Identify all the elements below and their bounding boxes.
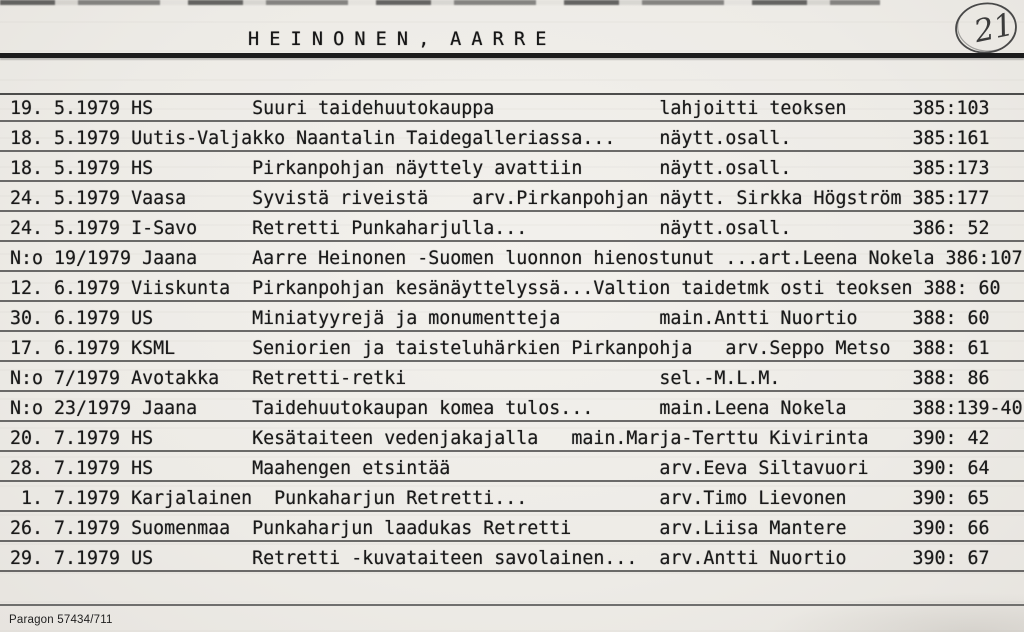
scan-corner-shadow: [764, 592, 1024, 632]
row-divider: [0, 300, 1024, 302]
row-divider: [0, 540, 1024, 542]
row-divider: [0, 360, 1024, 362]
top-divider: [0, 93, 1024, 95]
row-divider: [0, 150, 1024, 152]
table-row: 30. 6.1979 US Miniatyyrejä ja monumentteja main.Antti Nuortio 388: 60: [10, 308, 990, 329]
row-divider: [0, 420, 1024, 422]
row-divider: [0, 180, 1024, 182]
row-divider: [0, 270, 1024, 272]
row-divider: [0, 120, 1024, 122]
row-divider: [0, 480, 1024, 482]
table-row: 29. 7.1979 US Retretti -kuvataiteen savolainen... arv.Antti Nuortio 390: 67: [10, 548, 990, 569]
table-row: 26. 7.1979 Suomenmaa Punkaharjun laadukas Retretti arv.Liisa Mantere 390: 66: [10, 518, 990, 539]
scan-edge-artifact: [0, 0, 880, 5]
table-row: 24. 5.1979 I-Savo Retretti Punkaharjulla... näytt.osall. 386: 52: [10, 218, 990, 239]
table-row: 17. 6.1979 KSML Seniorien ja taisteluhärkien Pirkanpohja arv.Seppo Metso 388: 61: [10, 338, 990, 359]
row-divider: [0, 510, 1024, 512]
table-row: 24. 5.1979 Vaasa Syvistä riveistä arv.Pirkanpohjan näytt. Sirkka Högström 385:177: [10, 188, 990, 209]
row-divider: [0, 390, 1024, 392]
table-row: N:o 23/1979 Jaana Taidehuutokaupan komea tulos... main.Leena Nokela 388:139-40: [10, 398, 1023, 419]
page-number: 21: [970, 6, 1018, 51]
table-row: 19. 5.1979 HS Suuri taidehuutokauppa lahjoitti teoksen 385:103: [10, 98, 990, 119]
table-row: 28. 7.1979 HS Maahengen etsintää arv.Eeva Siltavuori 390: 64: [10, 458, 990, 479]
header-rule: [0, 53, 1024, 58]
row-divider: [0, 240, 1024, 242]
table-row: 20. 7.1979 HS Kesätaiteen vedenjakajalla main.Marja-Terttu Kivirinta 390: 42: [10, 428, 990, 449]
footer-imprint: Paragon 57434/711: [9, 614, 113, 626]
row-divider: [0, 210, 1024, 212]
table-row: 18. 5.1979 HS Pirkanpohjan näyttely avattiin näytt.osall. 385:173: [10, 158, 990, 179]
table-row: 18. 5.1979 Uutis-Valjakko Naantalin Taidegalleriassa... näytt.osall. 385:161: [10, 128, 990, 149]
table-row: 1. 7.1979 Karjalainen Punkaharjun Retretti... arv.Timo Lievonen 390: 65: [10, 488, 990, 509]
row-divider: [0, 570, 1024, 572]
row-divider: [0, 450, 1024, 452]
row-divider: [0, 330, 1024, 332]
table-row: N:o 19/1979 Jaana Aarre Heinonen -Suomen luonnon hienostunut ...art.Leena Nokela 386:107: [10, 248, 1023, 269]
table-row: N:o 7/1979 Avotakka Retretti-retki sel.-M.L.M. 388: 86: [10, 368, 990, 389]
table-row: 12. 6.1979 Viiskunta Pirkanpohjan kesänäyttelyssä...Valtion taidetmk osti teoksen 388: 60: [10, 278, 1001, 299]
page-title: H E I N O N E N , A A R R E: [248, 29, 546, 50]
page-number-badge: [950, 0, 1022, 60]
